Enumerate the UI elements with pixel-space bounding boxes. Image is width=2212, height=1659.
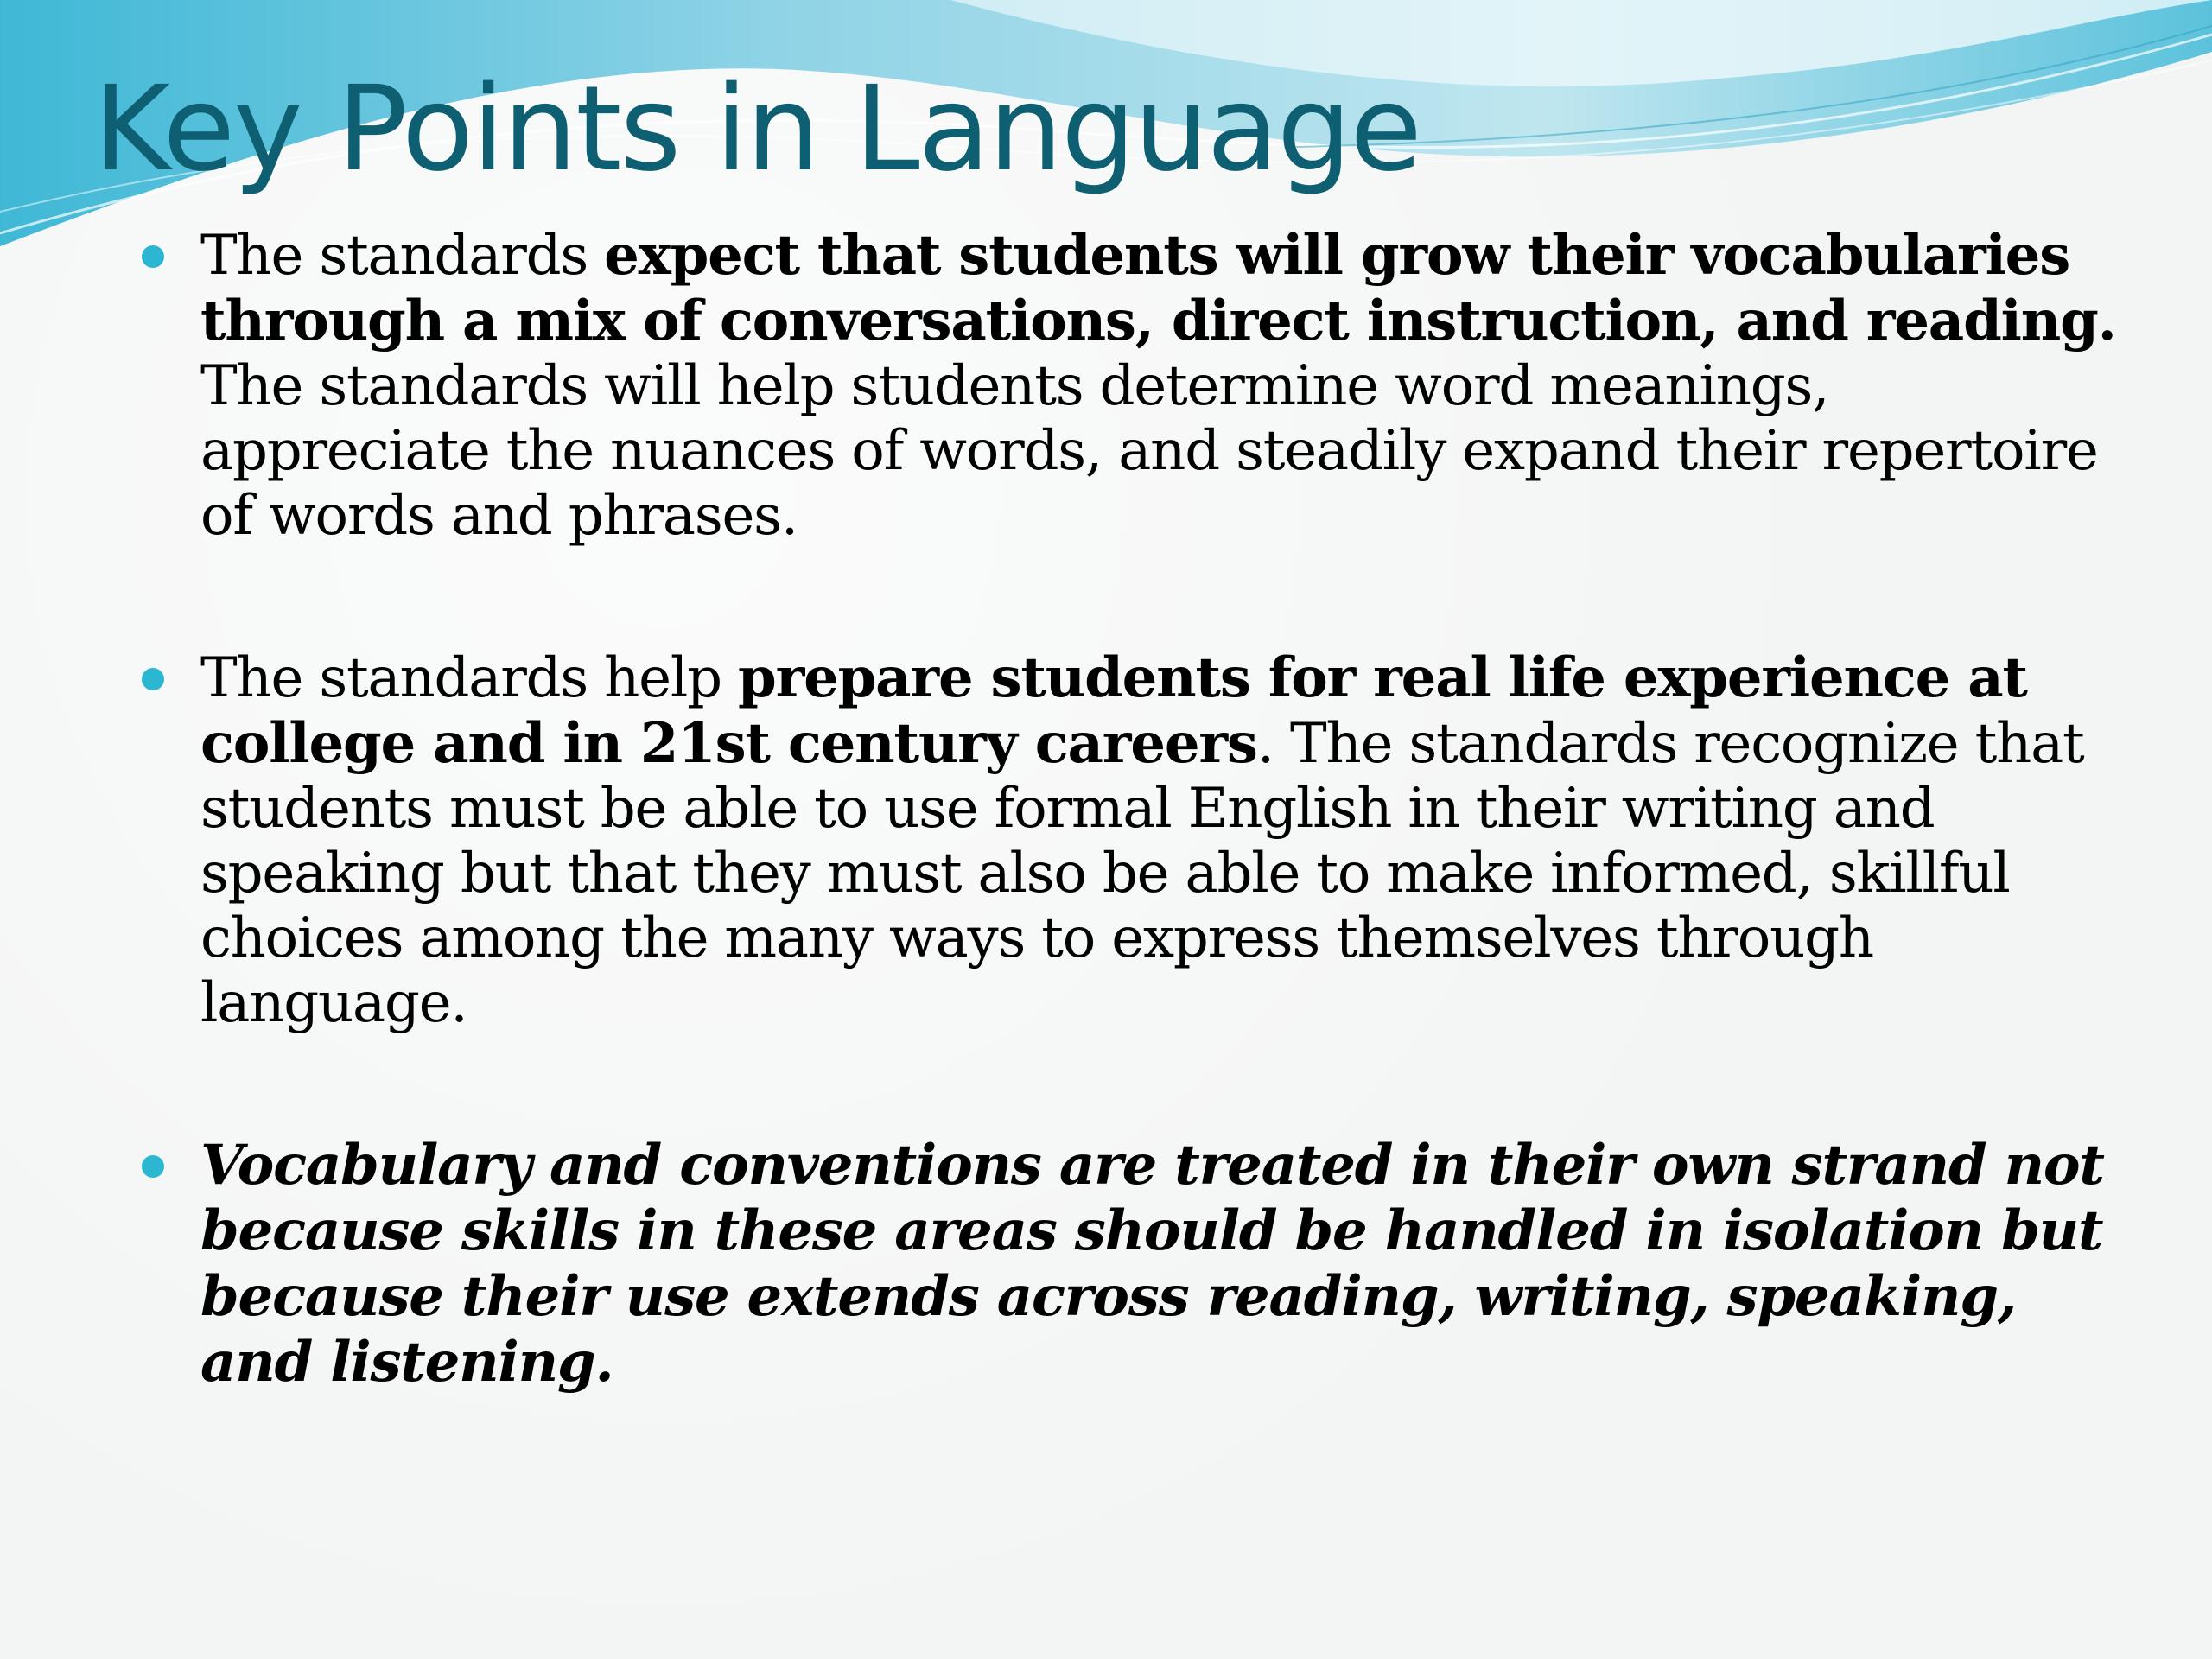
- bullet-text-bold-italic: Vocabulary and conventions are treated in their own strand not because skills in these areas should be handled in isolation but because their use extends across reading, writing, speaking, and listening.: [200, 1133, 2104, 1395]
- bullet-dot-icon: [142, 245, 164, 268]
- bullet-text-plain: The standards: [200, 224, 605, 288]
- bullet-item-conventions: [138, 1133, 2117, 1395]
- bullet-text-plain: . The standards recognize that students must be able to use formal English in their writing and speaking but that they must also be able to make informed, skillful choices among the many ways to express themselves through language.: [200, 712, 2084, 1035]
- bullet-text-plain: The standards will help students determine word meanings, appreciate the nuances of words, and steadily expand their repertoire of words and phrases.: [200, 354, 2098, 548]
- slide-title: Key Points in Language: [93, 61, 1421, 198]
- bullet-item-real-life: [138, 645, 2117, 1036]
- bullet-item-vocabulary: [138, 223, 2117, 549]
- bullet-list: [138, 223, 2117, 1395]
- bullet-text-bold: prepare students for real life experience at college and in 21st century careers: [200, 645, 2027, 776]
- bullet-text-plain: The standards help: [200, 646, 739, 710]
- bullet-text-bold: expect that students will grow their vocabularies through a mix of conversations, direct instruction, and reading.: [200, 223, 2116, 353]
- bullet-dot-icon: [142, 668, 164, 690]
- bullet-dot-icon: [142, 1155, 164, 1178]
